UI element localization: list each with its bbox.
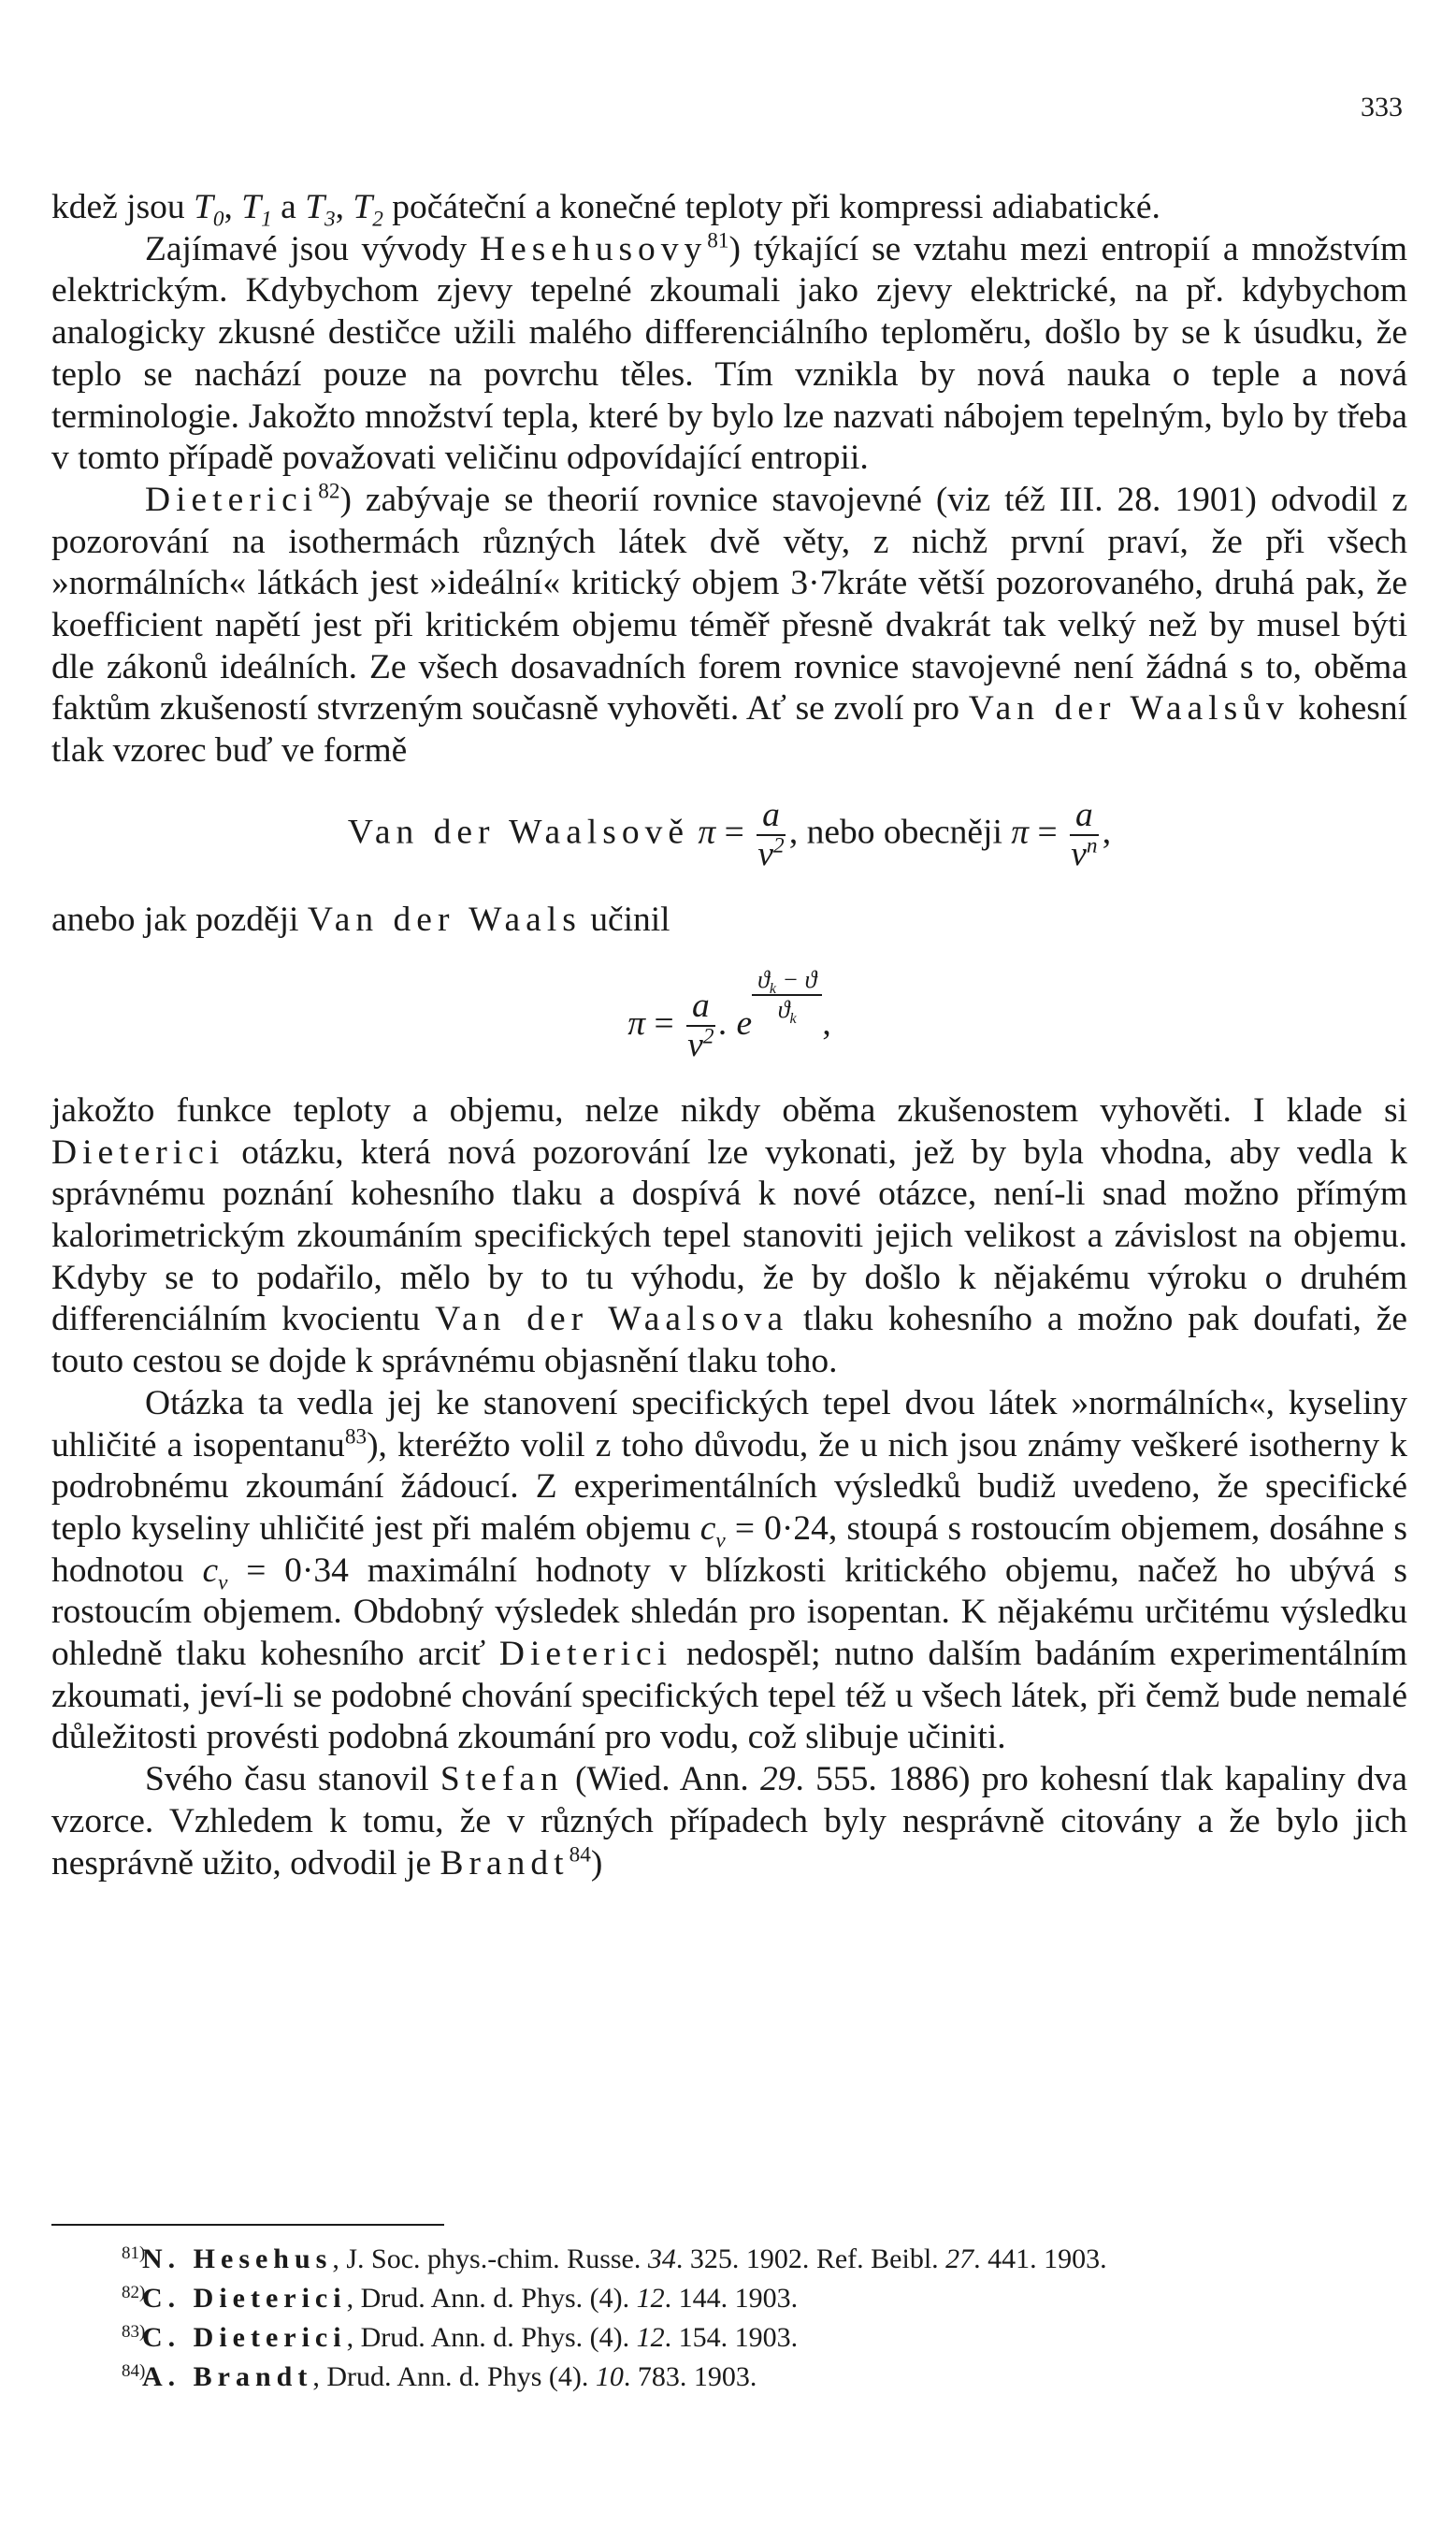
author-name: Dieterici [51,1132,225,1172]
paragraph-5: jakožto funkce teploty a objemu, nelze nikdy oběma zkušenostem vyhověti. I klade si Dieterici otázku, která nová pozorování lze vykonati, jež by byla vhodna, aby vedla k správnému poznání kohesního tlaku a dospívá k nové otázce, není-li snad možno přímým kalorimetrickým zkoumáním specifických tepel stanoviti jejich velikost a závislost na objemu. Kdyby se to podařilo, mělo by to tu výhodu, že by došlo k nějakému výroku o druhém differenciálním kvocientu Van der Waalsova tlaku kohesního a možno pak doufati, že touto cestou se dojde k správnému objasnění tlaku toho. [51,1090,1408,1381]
footnote-ref: 84 [569,1842,591,1868]
paragraph-7: Svého času stanovil Stefan (Wied. Ann. 29. 555. 1886) pro kohesní tlak kapaliny dva vzorce. Vzhledem k tomu, že v různých případech byly nesprávně citovány a že bylo jich nesprávně užito, odvodil je Brandt$^{84}$) [51,1760,1407,1883]
footnote-81: 81)N. Hesehus, J. Soc. phys.-chim. Russe. 34. 325. 1902. Ref. Beibl. 27. 441. 1903. [122,2243,1107,2274]
footnote-ref: 82 [318,479,340,504]
equation-1: Van der Waalsově π = $\frac{a}{v^2}$ , nebo obecněji π = $\frac{a}{v^n}$ , [347,795,1112,873]
author-name: Hesehusovy [479,229,708,268]
footnotes [122,2237,1414,2394]
footnote-divider [51,2224,444,2226]
body-text [51,187,1407,1884]
author-name: Dieterici [145,480,319,519]
paragraph-4: anebo jak později Van der Waals učinil [51,900,670,939]
footnote-84: 84)A. Brandt, Drud. Ann. d. Phys (4). 10. 783. 1903. [122,2361,757,2392]
footnote-83: 83)C. Dieterici, Drud. Ann. d. Phys. (4). 12. 154. 1903. [122,2322,799,2353]
footnote-ref: 83 [344,1424,368,1450]
page-number: 333 [1361,92,1403,123]
author-name: Dieterici [498,1635,673,1674]
footnote-82: 82)C. Dieterici, Drud. Ann. d. Phys. (4). 12. 144. 1903. [122,2283,799,2314]
paragraph-1: kdež jsou $T_0$, $T_1$ a $T_3$, $T_2$ počáteční a konečné teploty při kompressi adiabatické. [51,188,1160,232]
footnote-ref: 81 [707,228,729,253]
paragraph-2: Zajímavé jsou vývody Hesehusovy$^{81}$) týkající se vztahu mezi entropií a množstvím elektrickým. Kdybychom zjevy tepelné zkoumali jako zjevy elektrické, na př. kdybychom analogicky zkusné destičce užili malého differenciálního teploměru, došlo by se k úsudku, že teplo se nachází pouze na povrchu těles. Tím vznikla by nová nauka o teple a nová terminologie. Jakožto množství tepla, které by bylo lze nazvati nábojem tepelným, bylo by třeba v tomto případě považovati veličinu odpovídající entropii. [51,228,1408,478]
equation-2: π = $\frac{a}{v^2}$ . e $\frac{ϑ_k - ϑ}{ϑ_k}$ , [627,965,831,1064]
author-name: Stefan [440,1760,564,1799]
paragraph-6: Otázka ta vedla jej ke stanovení specifických tepel dvou látek »normálních«, kyseliny uhličité a isopentanu$^{83}$), kteréžto volil z toho důvodu, že u nich jsou známy veškeré isotherny k podrobnému zkoumání žádoucí. Z experimentálních výsledků budiž uvedeno, že specifické teplo kyseliny uhličité jest při malém objemu $c_v = 0\cdot 24$, stoupá s rostoucím objemem, dosáhne s hodnotou $c_v = 0\cdot 34$ maximální hodnoty v blízkosti kritického objemu, načež ho ubývá s rostoucím objemem. Obdobný výsledek shledán pro isopentan. K nějakému určitému výsledku ohledně tlaku kohesního arciť Dieterici nedospěl; nutno dalším badáním experimentálním zkoumati, jeví-li se podobné chování specifických tepel též u všech látek, při čemž bude nemalé důležitosti provésti podobná zkoumání pro vodu, což slibuje učiniti. [51,1383,1408,1757]
author-name: Brandt [440,1843,569,1883]
paragraph-3: Dieterici$^{82}$) zabývaje se theorií rovnice stavojevné (viz též III. 28. 1901) odvodil z pozorování na isothermách různých látek dvě věty, z nichž první praví, že při všech »normálních« látkách jest »ideální« kritický objem 3·7kráte větší pozorovaného, druhá pak, že koefficient napětí jest při kritickém objemu téměř přesně dvakrát tak velký než by musel býti dle zákonů ideálních. Ze všech dosavadních forem rovnice stavojevné není žádná s to, oběma faktům zkušeností stvrzeným současně vyhověti. Ať se zvolí pro Van der Waalsův kohesní tlak vzorec buď ve formě [51,479,1408,771]
